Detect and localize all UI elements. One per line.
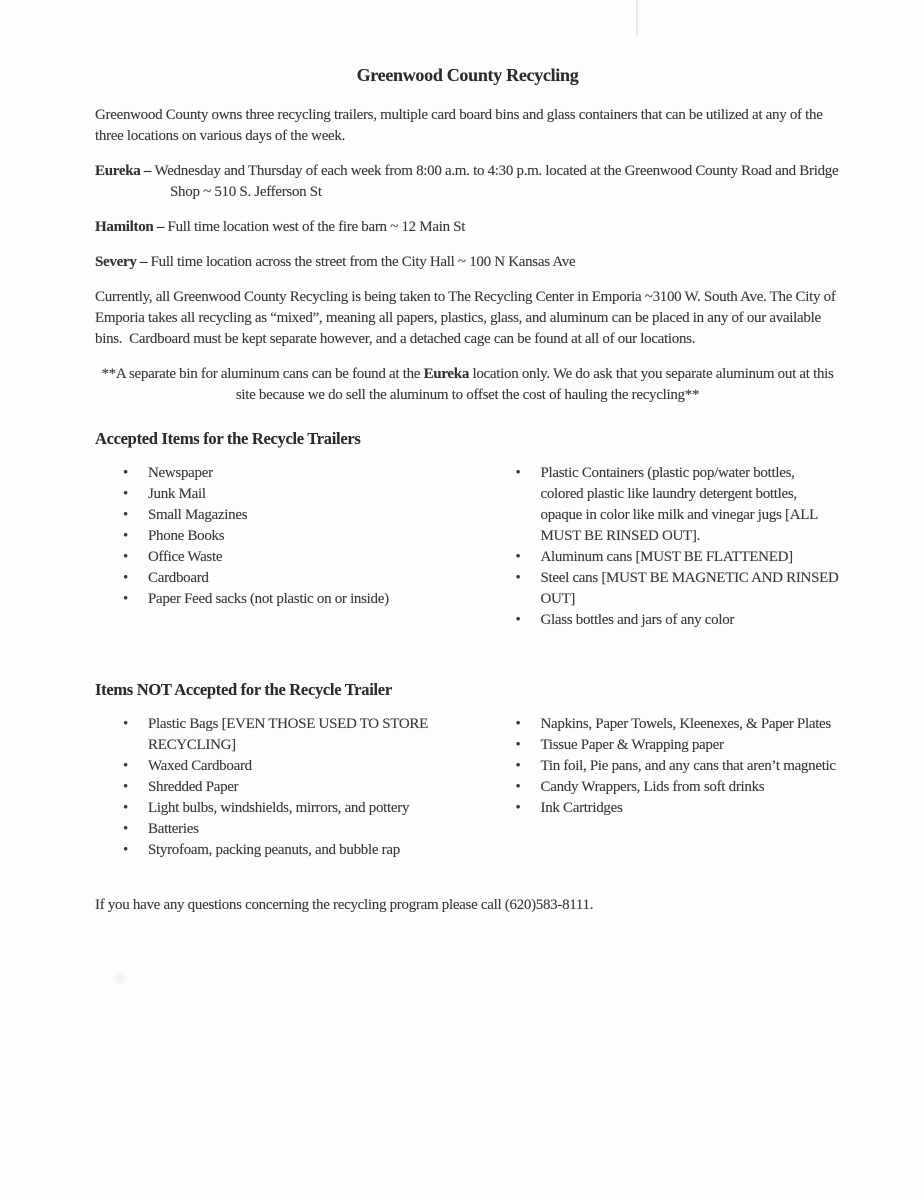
- note-text-post: location only. We do ask that you separate aluminum out at this site because we do sell the aluminum to offset the cost of hauling the recycling**: [235, 366, 834, 403]
- not-accepted-items-lists: [95, 714, 840, 861]
- list-item: • Paper Feed sacks (not plastic on or inside): [123, 589, 448, 610]
- list-item: • Newspaper: [123, 463, 448, 484]
- list-item: • Waxed Cardboard: [123, 756, 448, 777]
- accepted-items-heading: Accepted Items for the Recycle Trailers: [95, 429, 361, 448]
- list-item: • Steel cans [MUST BE MAGNETIC AND RINSED OUT]: [516, 568, 841, 610]
- list-item: • Plastic Containers (plastic pop/water bottles, colored plastic like laundry detergent bottles, opaque in color like milk and vinegar jugs [ALL MUST BE RINSED OUT].: [516, 463, 841, 547]
- list-item: • Junk Mail: [123, 484, 448, 505]
- location-name-eureka: Eureka –: [95, 163, 155, 179]
- list-item: • Styrofoam, packing peanuts, and bubble rap: [123, 840, 448, 861]
- list-item: • Napkins, Paper Towels, Kleenexes, & Paper Plates: [516, 714, 841, 735]
- location-text-hamilton: Full time location west of the fire barn ~ 12 Main St: [167, 219, 466, 235]
- list-item: • Aluminum cans [MUST BE FLATTENED]: [516, 547, 841, 568]
- accepted-items-col1: [95, 463, 448, 631]
- location-entry-severy: [95, 252, 840, 273]
- questions-footer: If you have any questions concerning the recycling program please call (620)583-8111.: [95, 897, 594, 913]
- not-accepted-items-heading: Items NOT Accepted for the Recycle Trailer: [95, 680, 392, 699]
- location-entry-eureka: [95, 161, 840, 203]
- note-bold-eureka: Eureka: [423, 366, 470, 382]
- scan-artifact-smudge: [112, 970, 128, 986]
- intro-paragraph: Greenwood County owns three recycling trailers, multiple card board bins and glass containers that can be utilized at any of the three locations on various days of the week.: [95, 107, 823, 144]
- location-name-hamilton: Hamilton –: [95, 219, 168, 235]
- page-title: Greenwood County Recycling: [356, 65, 579, 85]
- list-item: • Candy Wrappers, Lids from soft drinks: [516, 777, 841, 798]
- location-name-severy: Severy –: [95, 254, 151, 270]
- location-entry-hamilton: [95, 217, 840, 238]
- list-item: • Tissue Paper & Wrapping paper: [516, 735, 841, 756]
- list-item: • Shredded Paper: [123, 777, 448, 798]
- list-item: • Tin foil, Pie pans, and any cans that aren’t magnetic: [516, 756, 841, 777]
- list-item: • Batteries: [123, 819, 448, 840]
- list-item: • Small Magazines: [123, 505, 448, 526]
- note-text-pre: **A separate bin for aluminum cans can be found at the: [101, 366, 424, 382]
- accepted-items-col2: [488, 463, 841, 631]
- list-item: • Plastic Bags [EVEN THOSE USED TO STORE RECYCLING]: [123, 714, 448, 756]
- not-accepted-items-col2: [488, 714, 841, 861]
- accepted-items-lists: [95, 463, 840, 631]
- list-item: • Phone Books: [123, 526, 448, 547]
- list-item: • Office Waste: [123, 547, 448, 568]
- list-item: • Ink Cartridges: [516, 798, 841, 819]
- not-accepted-items-col1: [95, 714, 448, 861]
- current-destination-paragraph: Currently, all Greenwood County Recycling is being taken to The Recycling Center in Emporia ~3100 W. South Ave. The City of Emporia takes all recycling as “mixed”, meaning all papers, plastics, glass, and aluminum can be placed in any of our available bins. Cardboard must be kept separate however, and a detached cage can be found at all of our locations.: [95, 289, 836, 347]
- list-item: • Cardboard: [123, 568, 448, 589]
- list-item: • Light bulbs, windshields, mirrors, and pottery: [123, 798, 448, 819]
- document-content: [95, 64, 840, 916]
- aluminum-note-paragraph: [95, 364, 840, 406]
- location-text-eureka: Wednesday and Thursday of each week from 8:00 a.m. to 4:30 p.m. located at the Greenwood County Road and Bridge Shop ~ 510 S. Jefferson St: [154, 163, 839, 200]
- list-item: • Glass bottles and jars of any color: [516, 610, 841, 631]
- scan-artifact-line: [636, 0, 638, 36]
- location-text-severy: Full time location across the street from the City Hall ~ 100 N Kansas Ave: [150, 254, 576, 270]
